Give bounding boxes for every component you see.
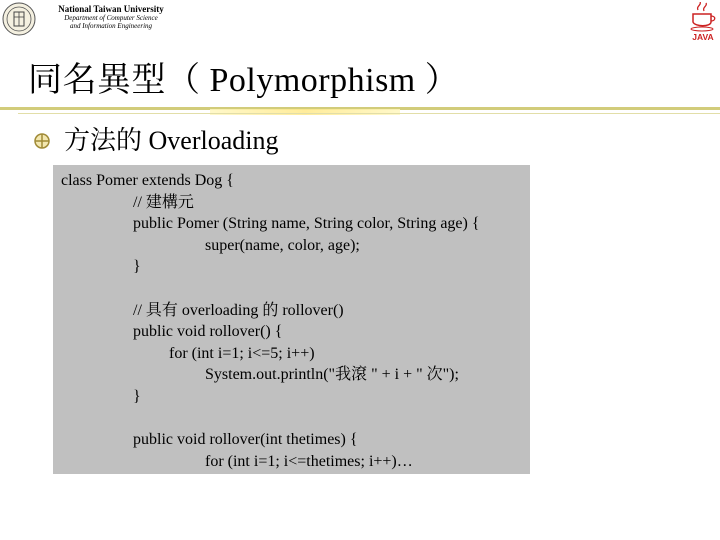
bullet-text: 方法的 Overloading: [64, 126, 279, 155]
code-line: System.out.println("我滾 " + i + " 次");: [205, 366, 459, 383]
bullet-circle-icon: [34, 133, 50, 149]
university-seal-logo: [2, 2, 36, 36]
code-line: public void rollover() {: [133, 323, 283, 340]
java-logo-text: JAVA: [692, 32, 714, 42]
java-logo: [688, 2, 718, 42]
code-line: super(name, color, age);: [205, 237, 360, 254]
university-name: National Taiwan University: [58, 4, 164, 14]
title-divider-thin: [18, 113, 720, 114]
code-line: }: [133, 258, 141, 275]
code-line: // 具有 overloading 的 rollover(): [133, 302, 344, 319]
code-line: for (int i=1; i<=5; i++): [169, 345, 315, 362]
code-line: public Pomer (String name, String color, String age) {: [133, 215, 480, 232]
department-line-1: Department of Computer Science: [64, 14, 158, 23]
title-divider-highlight: [210, 109, 400, 115]
department-line-2: and Information Engineering: [69, 22, 153, 31]
code-line: for (int i=1; i<=thetimes; i++)…: [205, 453, 413, 470]
code-line: public void rollover(int thetimes) {: [133, 431, 358, 448]
code-line: }: [133, 388, 141, 405]
university-header: [36, 4, 186, 30]
code-line: class Pomer extends Dog {: [61, 172, 234, 189]
slide-title: 同名異型（ Polymorphism ）: [28, 62, 460, 99]
code-line: // 建構元: [133, 194, 194, 211]
code-block: [53, 165, 530, 474]
